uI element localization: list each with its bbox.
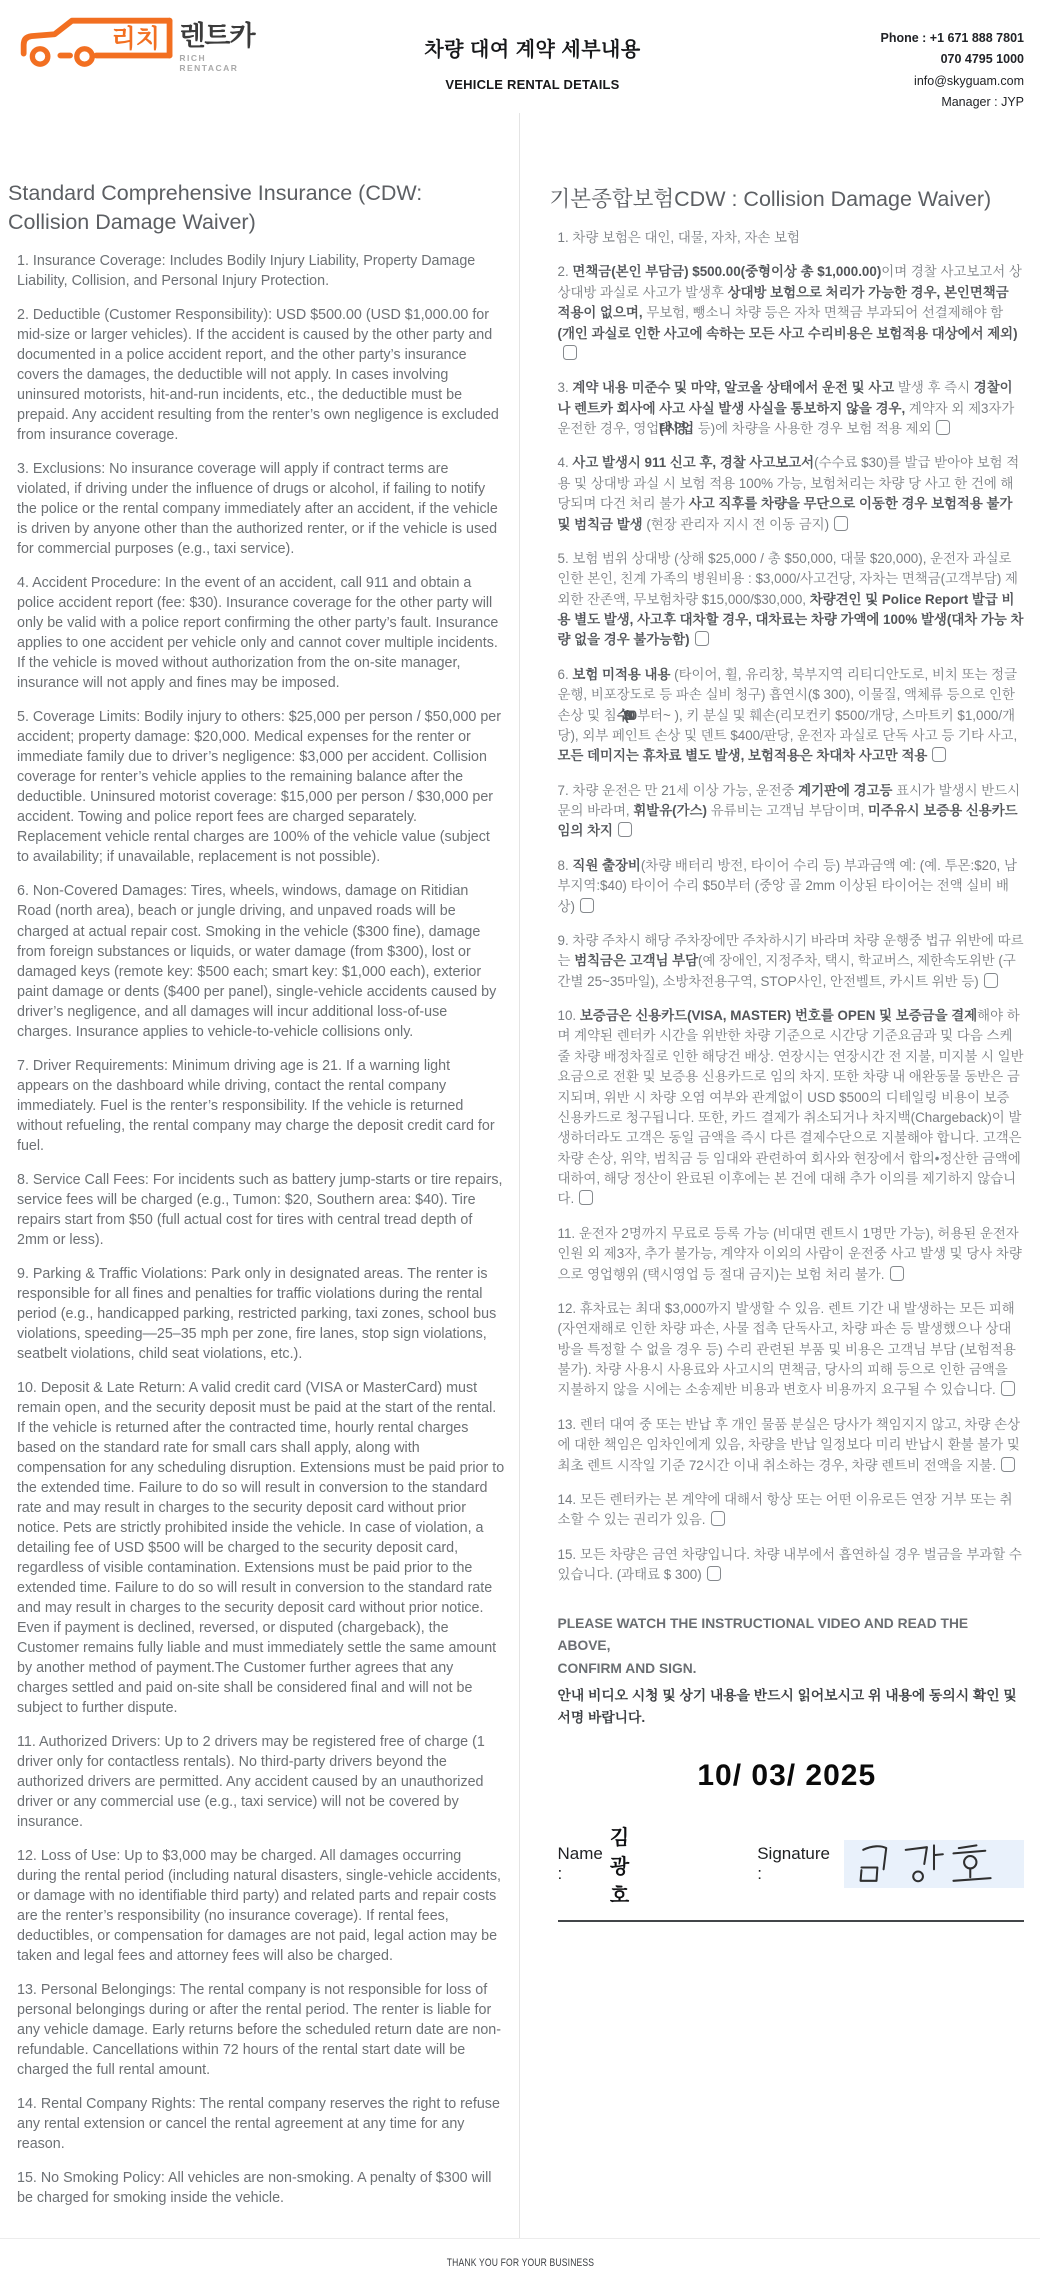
policy-paragraph-en: 12. Loss of Use: Up to $3,000 may be charged. All damages occurring during the rental period (including natural disasters, single-vehicle accidents, or damage with no identifiable third party) and related parts and repair costs are the renter’s responsibility (no insurance coverage). If rental fees, deductibles, or compensation for damages are not paid, legal action may be taken and legal fees and attorney fees will also be charged. (17, 1848, 501, 1965)
policy-paragraph-en: 3. Exclusions: No insurance coverage will apply if contract terms are violated, if driving under the influence of drugs or alcohol, if failing to notify the police or the rental company immediately after an accident, if the vehicle is driven by anyone other than the authorized renter, or if the vehicle is used for commercial purposes (e.g., taxi service). (17, 461, 498, 558)
rentacar-truck-icon (14, 10, 176, 72)
policy-paragraph-kr: 14. 모든 렌터카는 본 계약에 대해서 항상 또는 어떤 이유로든 연장 거부 또는 취소할 수 있는 권리가 있음. (557, 1491, 1013, 1528)
page-title-kr: 차량 대여 계약 세부내용 (424, 39, 641, 61)
name-label: Name : (557, 1844, 603, 1884)
policy-paragraph-kr: 11. 운전자 2명까지 무료로 등록 가능 (비대면 렌트시 1명만 가능), 허용된 운전자 인원 외 제3자, 추가 불가능, 계약자 이외의 사람이 운전중 사고 발생 및 당사 차량으로 영업행위 (택시영업 등 절대 금지)는 보험 처리 불가. (557, 1225, 1022, 1282)
signature-field[interactable] (844, 1840, 1024, 1888)
contact-email: info@skyguam.com (914, 73, 1024, 88)
policy-paragraph-en: 14. Rental Company Rights: The rental company reserves the right to refuse any rental extension or cancel the rental agreement at any time for any reason. (17, 2096, 500, 2153)
policy-paragraph-en: 8. Service Call Fees: For incidents such as battery jump-starts or tire repairs, service fees will be charged (e.g., Tumon: $20, Southern area: $40). Tire repairs start from $50 (full actual cost for tires with central tread depth of 2mm or less). (17, 1171, 503, 1248)
agreement-checkbox[interactable] (936, 420, 950, 435)
contact-info (799, 10, 1024, 113)
policy-paragraph-kr: 2. 면책금(본인 부담금) $500.00(중형이상 총 $1,000.00)이며 경찰 사고보고서 상 상대방 과실로 사고가 발생후 상대방 보험으로 처리가 가능한 경우, 본인면책금 적용이 없으며, 무보험, 뺑소니 차량 등은 자차 면책금 부과되어 선결제해야 함 (개인 과실로 인한 사고에 속하는 모든 사고 수리비용은 보험적용 대상에서 제외) (558, 262, 1024, 364)
policy-paragraph-en: 10. Deposit & Late Return: A valid credit card (VISA or MasterCard) must remain open, and the security deposit must be paid at the start of the rental. If the vehicle is returned after the contracted time, hourly rental charges based on the standard rate for small cars shall apply, along with compensation for any scheduling disruption. Extensions must be paid prior to the extended time. Failure to do so will result in conversion to the standard rate and may result in charges to the security deposit card without prior notice. Pets are strictly prohibited inside the vehicle. In case of violation, a detailing fee of USD $500 will be charged to the security deposit card, regardless of visible contamination. Extensions must be paid prior to the extended time. Failure to do so will result in conversion to the standard rate and may result in charges to the security deposit card without prior notice. Even if payment is declined, reversed, or disputed (chargeback), the Customer remains fully liable and must immediately settle the same amount by another method of payment.The Customer further agrees that any charges settled and paid on-site shall be considered final and will not be subject to further dispute. (17, 1379, 505, 1717)
notice-en-line2: CONFIRM AND SIGN. (557, 1660, 697, 1676)
agreement-checkbox[interactable] (579, 1190, 593, 1205)
agreement-checkbox[interactable] (580, 898, 594, 913)
policy-paragraph-kr: 5. 보험 범위 상대방 (상해 $25,000 / 총 $50,000, 대물 $20,000), 운전자 과실로 인한 본인, 친계 가족의 병원비용 : $3,000/사고건당, 자차는 면책금(고객부담) 제외한 잔존액, 무보험차량 $15,000/$30,000, 차량견인 및 Police Report 발급 비용 별도 발생, 사고후 대차할 경우, 대차료는 차량 가액에 100% 발생(대차 가능 차량 없을 경우 불가능함) (557, 550, 1024, 648)
policy-paragraph-kr: 6. 보험 미적용 내용 (타이어, 휠, 유리창, 북부지역 리티디안도로, 비치 또는 정글 운행, 비포장도로 등 파손 실비 청구) 흡연시($ 300), 이물질, 액체류 등으로 인한 손상 및 침수($300 부터~ ), 키 분실 및 훼손(리모컨키 $500/개당, 스마트키 $1,000/개당), 외부 페인트 손상 및 덴트 $400/판당, 운전자 과실로 단독 사고 등 기타 사고, 모든 데미지는 휴차료 별도 발생, 보험적용은 차대차 사고만 적용 (557, 666, 1018, 764)
agreement-checkbox[interactable] (932, 747, 946, 762)
policy-paragraph-kr: 7. 차량 운전은 만 21세 이상 가능, 운전중 계기판에 경고등 표시가 발생시 반드시 문의 바라며, 휘발유(가스) 유류비는 고객님 부담이며, 미주유시 보증용 신용카드 임의 차지 (557, 782, 1021, 839)
policy-paragraph-en: 6. Non-Covered Damages: Tires, wheels, windows, damage on Ritidian Road (north area), beach or jungle driving, and unpaved roads will be charged at actual repair cost. Smoking in the vehicle ($300 fine), damage from foreign substances or liquids, or water damage (from $300), lost or damaged keys (remote key: $500 each; smart key: $1,000 each), exterior paint damage or dents ($400 per panel), single-vehicle accidents caused by driver’s negligence, and all damages will incur additional loss-of-use charges. Insurance applies to vehicle-to-vehicle collisions only. (17, 883, 497, 1040)
policy-paragraph-en: 11. Authorized Drivers: Up to 2 drivers may be registered free of charge (1 driver only for contactless rentals). No third-party drivers beyond the authorized drivers are permitted. Any accident caused by an unauthorized driver or any commercial use (e.g., taxi service) will not be covered by insurance. (17, 1734, 485, 1831)
english-terms-title: Standard Comprehensive Insurance (CDW: Collision Damage Waiver) (8, 181, 423, 235)
terms-columns (0, 113, 1040, 2238)
agreement-checkbox[interactable] (1001, 1457, 1015, 1472)
signature-underline (558, 1920, 1024, 1922)
company-logo (14, 10, 266, 113)
header-title-block (266, 10, 799, 113)
contact-phone-1: Phone : +1 671 888 7801 (880, 31, 1024, 45)
policy-paragraph-kr: 1. 차량 보험은 대인, 대물, 자차, 자손 보험 (557, 230, 800, 246)
policy-paragraph-en: 7. Driver Requirements: Minimum driving age is 21. If a warning light appears on the dashboard while driving, contact the rental company immediately. Fuel is the renter’s responsibility. If the vehicle is returned without refueling, the rental company may charge the deposit credit card for fuel. (17, 1057, 495, 1154)
policy-paragraph-en: 13. Personal Belongings: The rental company is not responsible for loss of personal belongings during or after the rental period. The renter is liable for any vehicle damage. Early returns before the scheduled return date are non-refundable. Cancellations within 72 hours of the rental start date will be charged the full rental amount. (17, 1982, 501, 2079)
policy-paragraph-en: 4. Accident Procedure: In the event of an accident, call 911 and obtain a police accident report (fee: $30). Insurance coverage for the other party will only be valid with a police report confirming the other party’s fault. Insurance applies to one accident per vehicle only and cannot cover multiple incidents. If the vehicle is moved without authorization from the on-site manager, insurance will not apply and fines may be imposed. (17, 575, 499, 692)
notice-kr: 안내 비디오 시청 및 상기 내용을 반드시 읽어보시고 위 내용에 동의시 확인 및 서명 바랍니다. (557, 1687, 1017, 1725)
contact-phone-2: 070 4795 1000 (940, 52, 1024, 67)
policy-paragraph-kr: 3. 계약 내용 미준수 및 마약, 알코올 상태에서 운전 및 사고 발생 후 즉시 경찰이나 렌트카 회사에 사고 사실 발생 사실을 통보하지 않을 경우, 계약자 외 제3자가 운전한 경우, 영업(택시영업 등)에 차량을 사용한 경우 보험 적용 제외 (557, 380, 1015, 437)
logo-kr-primary: 리치 (111, 24, 161, 53)
page-header (0, 0, 1040, 113)
policy-paragraph-kr: 12. 휴차료는 최대 $3,000까지 발생할 수 있음. 렌트 기간 내 발생하는 모든 피해 (자연재해로 인한 차량 파손, 사물 접촉 단독사고, 차량 파손 등 발생했으나 상대방을 특정할 수 없을 경우 등) 수리 관련된 부품 및 비용은 고객님 부담 (보험적용 불가). 차량 사용시 사용료와 사고시의 면책금, 당사의 피해 등으로 인한 금액을 지불하지 않을 시에는 소송제반 비용과 변호사 비용까지 요구될 수 있습니다. (557, 1300, 1016, 1398)
policy-paragraph-kr: 8. 직원 출장비(차량 배터리 방전, 타이어 수리 등) 부과금액 예: (예. 투몬:$20, 남부지역:$40) 타이어 수리 $50부터 (중앙 골 2mm 이상된 타이어는 전액 실비 배상) (557, 857, 1017, 914)
policy-paragraph-en: 1. Insurance Coverage: Includes Bodily Injury Liability, Property Damage Liability, Collision, and Personal Injury Protection. (17, 253, 476, 290)
contract-date: 10/ 03/ 2025 (697, 1758, 877, 1792)
policy-paragraph-kr: 13. 렌터 대여 중 또는 반납 후 개인 물품 분실은 당사가 책임지지 않고, 차량 손상에 대한 책임은 임차인에게 있음, 차량을 반납 일정보다 미리 반납시 환불 불가 및 최초 렌트 시작일 기준 72시간 이내 취소하는 경우, 차량 렌트비 전액을 지불. (557, 1416, 1021, 1473)
agreement-checkbox[interactable] (618, 822, 632, 837)
agreement-checkbox[interactable] (984, 973, 998, 988)
page-footer (0, 2238, 1040, 2279)
agreement-checkbox[interactable] (890, 1266, 904, 1281)
policy-paragraph-en: 15. No Smoking Policy: All vehicles are non-smoking. A penalty of $300 will be charged for smoking inside the vehicle. (17, 2170, 492, 2207)
logo-kr-secondary: 렌트카 (179, 21, 255, 51)
name-signature-row (558, 1821, 1024, 1908)
agreement-checkbox[interactable] (695, 631, 709, 646)
right-items (550, 228, 1024, 1585)
policy-paragraph-en: 9. Parking & Traffic Violations: Park only in designated areas. The renter is responsible for all fines and penalties for traffic violations during the rental period (e.g., handicapped parking, restricted parking, taxi zones, school bus violations, speeding—25–35 mph per zone, fire lanes, stop sign violations, seatbelt violations, child seat violations, etc.). (17, 1265, 497, 1362)
signature-label: Signature : (757, 1844, 830, 1884)
policy-paragraph-kr: 10. 보증금은 신용카드(VISA, MASTER) 번호를 OPEN 및 보증금을 결제해야 하며 계약된 렌터카 시간을 위반한 차량 기준으로 시간당 기준요금과 및 다음 스케줄 차량 배정차질로 인한 해당건 배상. 연장시는 연장시간 전 지불, 미지불 시 일반요금으로 전환 및 보증용 신용카드로 임의 차지. 또한 차량 내 애완동물 동반은 금지되며, 위반 시 차량 오염 여부와 관계없이 USD $500의 디테일링 비용이 보증 신용카드로 청구됩니다. 또한, 카드 결제가 취소되거나 차지백(Chargeback)이 발생하더라도 고객은 동일 금액을 즉시 다른 결제수단으로 지불해야 합니다. 고객은 차량 손상, 위약, 범칙금 등 임대와 관련하여 회사와 현장에서 합의•정산한 금액에 대하여, 해당 정산이 완료된 이후에는 본 건에 대해 추가 이의를 제기하지 않습니다. (557, 1008, 1024, 1207)
policy-paragraph-kr: 9. 차량 주차시 해당 주차장에만 주차하시기 바라며 차량 운행중 법규 위반에 따르는 범칙금은 고객님 부담(예 장애인, 지정주차, 택시, 학교버스, 제한속도위반 (구간별 25~35마일), 소방차전용구역, STOP사인, 안전벨트, 카시트 위반 등) (557, 932, 1024, 989)
policy-paragraph-kr: 15. 모든 차량은 금연 차량입니다. 차량 내부에서 흡연하실 경우 벌금을 부과할 수 있습니다. (과태료 $ 300) (557, 1546, 1022, 1583)
policy-paragraph-en: 5. Coverage Limits: Bodily injury to others: $25,000 per person / $50,000 per accident; property damage: $20,000. Medical expenses for the renter or immediate family due to driver’s negligence: $3,000 per accident. Collision coverage for renter’s vehicle applies to the remaining balance after the deductible. Uninsured motorist coverage: $15,000 per person / $30,000 per accident. Towing and police report fees are charged separately. Replacement vehicle rental charges are 100% of the vehicle value (subject to availability; if unavailable, replacement is not possible). (17, 709, 501, 866)
agreement-checkbox[interactable] (563, 345, 577, 360)
agreement-checkbox[interactable] (1001, 1381, 1015, 1396)
renter-name: 김광호 (609, 1826, 630, 1907)
logo-subtitle: RICH RENTACAR (179, 53, 239, 73)
page-title-en: VEHICLE RENTAL DETAILS (445, 77, 620, 92)
notice-en-line1: PLEASE WATCH THE INSTRUCTIONAL VIDEO AND READ THE ABOVE, (557, 1616, 969, 1654)
policy-paragraph-en: 2. Deductible (Customer Responsibility): USD $500.00 (USD $1,000.00 for mid-size or larger vehicles). If the accident is caused by the other party and documented in a police accident report, and the other party’s insurance covers the damages, the deductible will not apply. In cases involving uninsured motorists, hit-and-run incidents, etc., the deductible must be prepaid. Any accident resulting from the renter’s own negligence is excluded from insurance coverage. (17, 307, 499, 444)
korean-terms-title: 기본종합보험CDW : Collision Damage Waiver) (549, 187, 992, 211)
agreement-checkbox[interactable] (711, 1511, 725, 1526)
notice-en (558, 1613, 1024, 1679)
policy-paragraph-kr: 4. 사고 발생시 911 신고 후, 경찰 사고보고서(수수료 $30)를 발급 받아야 보험 적용 및 상대방 과실 시 보험 적용 100% 가능, 보험처리는 차량 당 사고 한 건에 해당되며 다건 처리 불가 사고 직후를 차량을 무단으로 이동한 경우 보험적용 불가 및 범칙금 발생 (현장 관리자 지시 전 이동 금지) (557, 455, 1020, 532)
left-items (8, 251, 505, 2208)
contact-manager: Manager : JYP (941, 94, 1024, 109)
logo-text-block (179, 10, 266, 73)
korean-terms-column (520, 113, 1040, 2238)
agreement-checkbox[interactable] (834, 516, 848, 531)
footer-message: THANK YOU FOR YOUR BUSINESS (446, 2257, 594, 2270)
signature-handwriting (844, 1841, 1024, 1887)
english-terms-column (0, 113, 520, 2238)
agreement-checkbox[interactable] (707, 1566, 721, 1581)
